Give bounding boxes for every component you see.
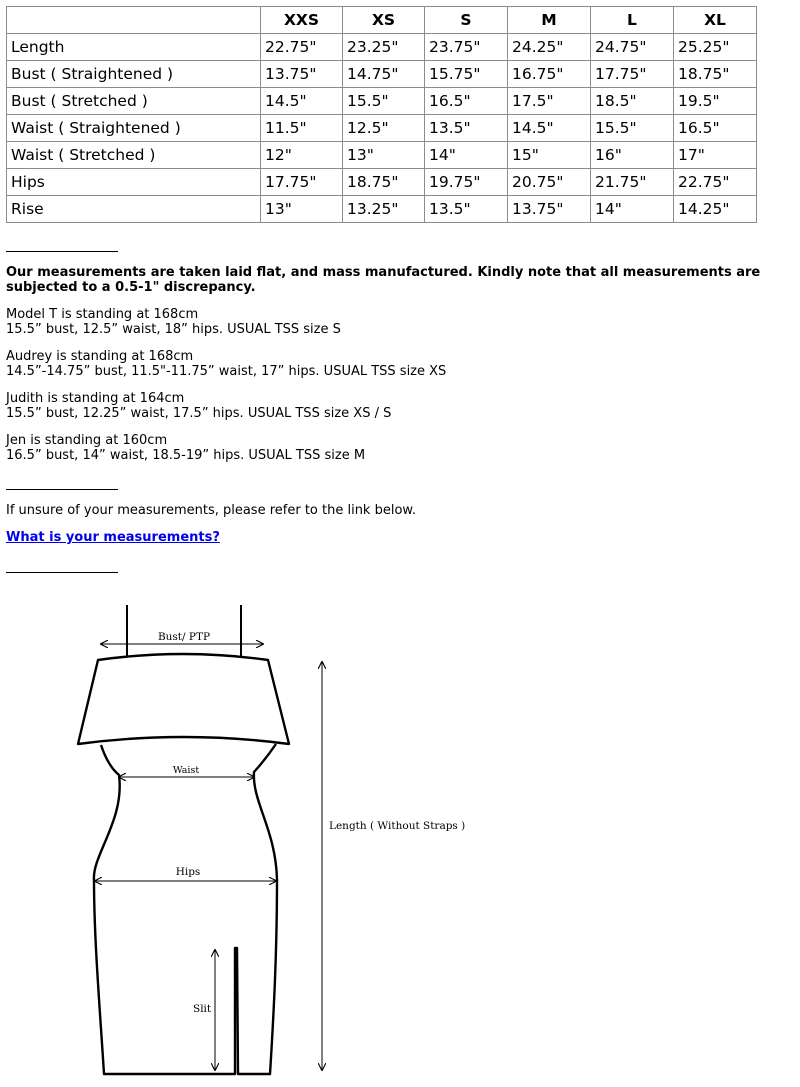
table-cell: 17.5" bbox=[508, 88, 591, 115]
model-height: Model T is standing at 168cm bbox=[6, 307, 199, 322]
waist-label: Waist bbox=[172, 765, 200, 776]
model-measurements: 16.5” bust, 14” waist, 18.5-19” hips. USUAL TSS size M bbox=[6, 448, 366, 463]
model-height: Jen is standing at 160cm bbox=[6, 433, 168, 448]
table-row bbox=[7, 34, 757, 61]
table-cell: 12" bbox=[261, 142, 343, 169]
table-cell: 13.25" bbox=[343, 196, 425, 223]
table-cell: 18.75" bbox=[674, 61, 757, 88]
row-label: Rise bbox=[7, 196, 261, 223]
table-cell: 19.5" bbox=[674, 88, 757, 115]
table-cell: 20.75" bbox=[508, 169, 591, 196]
row-label: Length bbox=[7, 34, 261, 61]
table-cell: 23.75" bbox=[425, 34, 508, 61]
row-label: Hips bbox=[7, 169, 261, 196]
length-label: Length ( Without Straps ) bbox=[329, 820, 466, 832]
bust-label: Bust/ PTP bbox=[157, 631, 211, 643]
model-measurements: 15.5” bust, 12.5” waist, 18” hips. USUAL TSS size S bbox=[6, 322, 341, 337]
table-cell: 22.75" bbox=[674, 169, 757, 196]
dress-measurement-diagram bbox=[0, 580, 800, 1087]
table-cell: 13.5" bbox=[425, 196, 508, 223]
table-cell: 13.5" bbox=[425, 115, 508, 142]
header-cell-empty bbox=[7, 7, 261, 34]
table-cell: 18.75" bbox=[343, 169, 425, 196]
header-cell-xs: XS bbox=[343, 7, 425, 34]
table-row bbox=[7, 196, 757, 223]
model-height: Audrey is standing at 168cm bbox=[6, 349, 194, 364]
table-cell: 13" bbox=[343, 142, 425, 169]
table-cell: 15.5" bbox=[591, 115, 674, 142]
table-cell: 15" bbox=[508, 142, 591, 169]
header-cell-xl: XL bbox=[674, 7, 757, 34]
table-cell: 21.75" bbox=[591, 169, 674, 196]
table-cell: 18.5" bbox=[591, 88, 674, 115]
table-row bbox=[7, 169, 757, 196]
model-measurements: 15.5” bust, 12.25” waist, 17.5” hips. USUAL TSS size XS / S bbox=[6, 406, 392, 421]
table-row bbox=[7, 61, 757, 88]
table-header-row bbox=[7, 7, 757, 34]
table-cell: 14.5" bbox=[261, 88, 343, 115]
table-cell: 11.5" bbox=[261, 115, 343, 142]
table-cell: 15.75" bbox=[425, 61, 508, 88]
table-cell: 17.75" bbox=[261, 169, 343, 196]
header-cell-l: L bbox=[591, 7, 674, 34]
row-label: Bust ( Straightened ) bbox=[7, 61, 261, 88]
table-cell: 14" bbox=[425, 142, 508, 169]
header-cell-m: M bbox=[508, 7, 591, 34]
model-info bbox=[6, 349, 786, 379]
model-info bbox=[6, 391, 786, 421]
table-cell: 14.5" bbox=[508, 115, 591, 142]
table-cell: 25.25" bbox=[674, 34, 757, 61]
table-cell: 14.25" bbox=[674, 196, 757, 223]
table-cell: 24.75" bbox=[591, 34, 674, 61]
measurement-notice: Our measurements are taken laid flat, and mass manufactured. Kindly note that all measurements are subjected to a 0.5-1" discrepancy. bbox=[6, 265, 761, 295]
model-info bbox=[6, 307, 786, 337]
dress-top-panel bbox=[78, 654, 289, 744]
table-cell: 16" bbox=[591, 142, 674, 169]
hips-label: Hips bbox=[175, 866, 201, 878]
table-cell: 16.5" bbox=[674, 115, 757, 142]
table-cell: 14.75" bbox=[343, 61, 425, 88]
table-cell: 16.75" bbox=[508, 61, 591, 88]
table-row bbox=[7, 142, 757, 169]
measurements-link[interactable]: What is your measurements? bbox=[6, 530, 220, 545]
model-height: Judith is standing at 164cm bbox=[6, 391, 185, 406]
table-cell: 24.25" bbox=[508, 34, 591, 61]
table-row bbox=[7, 88, 757, 115]
table-cell: 22.75" bbox=[261, 34, 343, 61]
table-row bbox=[7, 115, 757, 142]
divider bbox=[6, 489, 118, 490]
table-cell: 23.25" bbox=[343, 34, 425, 61]
table-cell: 15.5" bbox=[343, 88, 425, 115]
table-cell: 13.75" bbox=[261, 61, 343, 88]
row-label: Waist ( Stretched ) bbox=[7, 142, 261, 169]
row-label: Bust ( Stretched ) bbox=[7, 88, 261, 115]
unsure-text: If unsure of your measurements, please refer to the link below. bbox=[6, 503, 416, 518]
dress-body-outline bbox=[94, 744, 277, 1074]
table-cell: 13" bbox=[261, 196, 343, 223]
divider bbox=[6, 572, 118, 573]
size-chart-table bbox=[6, 6, 757, 223]
table-cell: 17.75" bbox=[591, 61, 674, 88]
table-cell: 16.5" bbox=[425, 88, 508, 115]
table-cell: 14" bbox=[591, 196, 674, 223]
table-cell: 17" bbox=[674, 142, 757, 169]
row-label: Waist ( Straightened ) bbox=[7, 115, 261, 142]
table-cell: 19.75" bbox=[425, 169, 508, 196]
divider bbox=[6, 251, 118, 252]
header-cell-xxs: XXS bbox=[261, 7, 343, 34]
model-info bbox=[6, 433, 786, 463]
table-cell: 13.75" bbox=[508, 196, 591, 223]
model-measurements: 14.5”-14.75” bust, 11.5"-11.75” waist, 17” hips. USUAL TSS size XS bbox=[6, 364, 447, 379]
header-cell-s: S bbox=[425, 7, 508, 34]
slit-label: Slit bbox=[193, 1003, 212, 1015]
table-cell: 12.5" bbox=[343, 115, 425, 142]
